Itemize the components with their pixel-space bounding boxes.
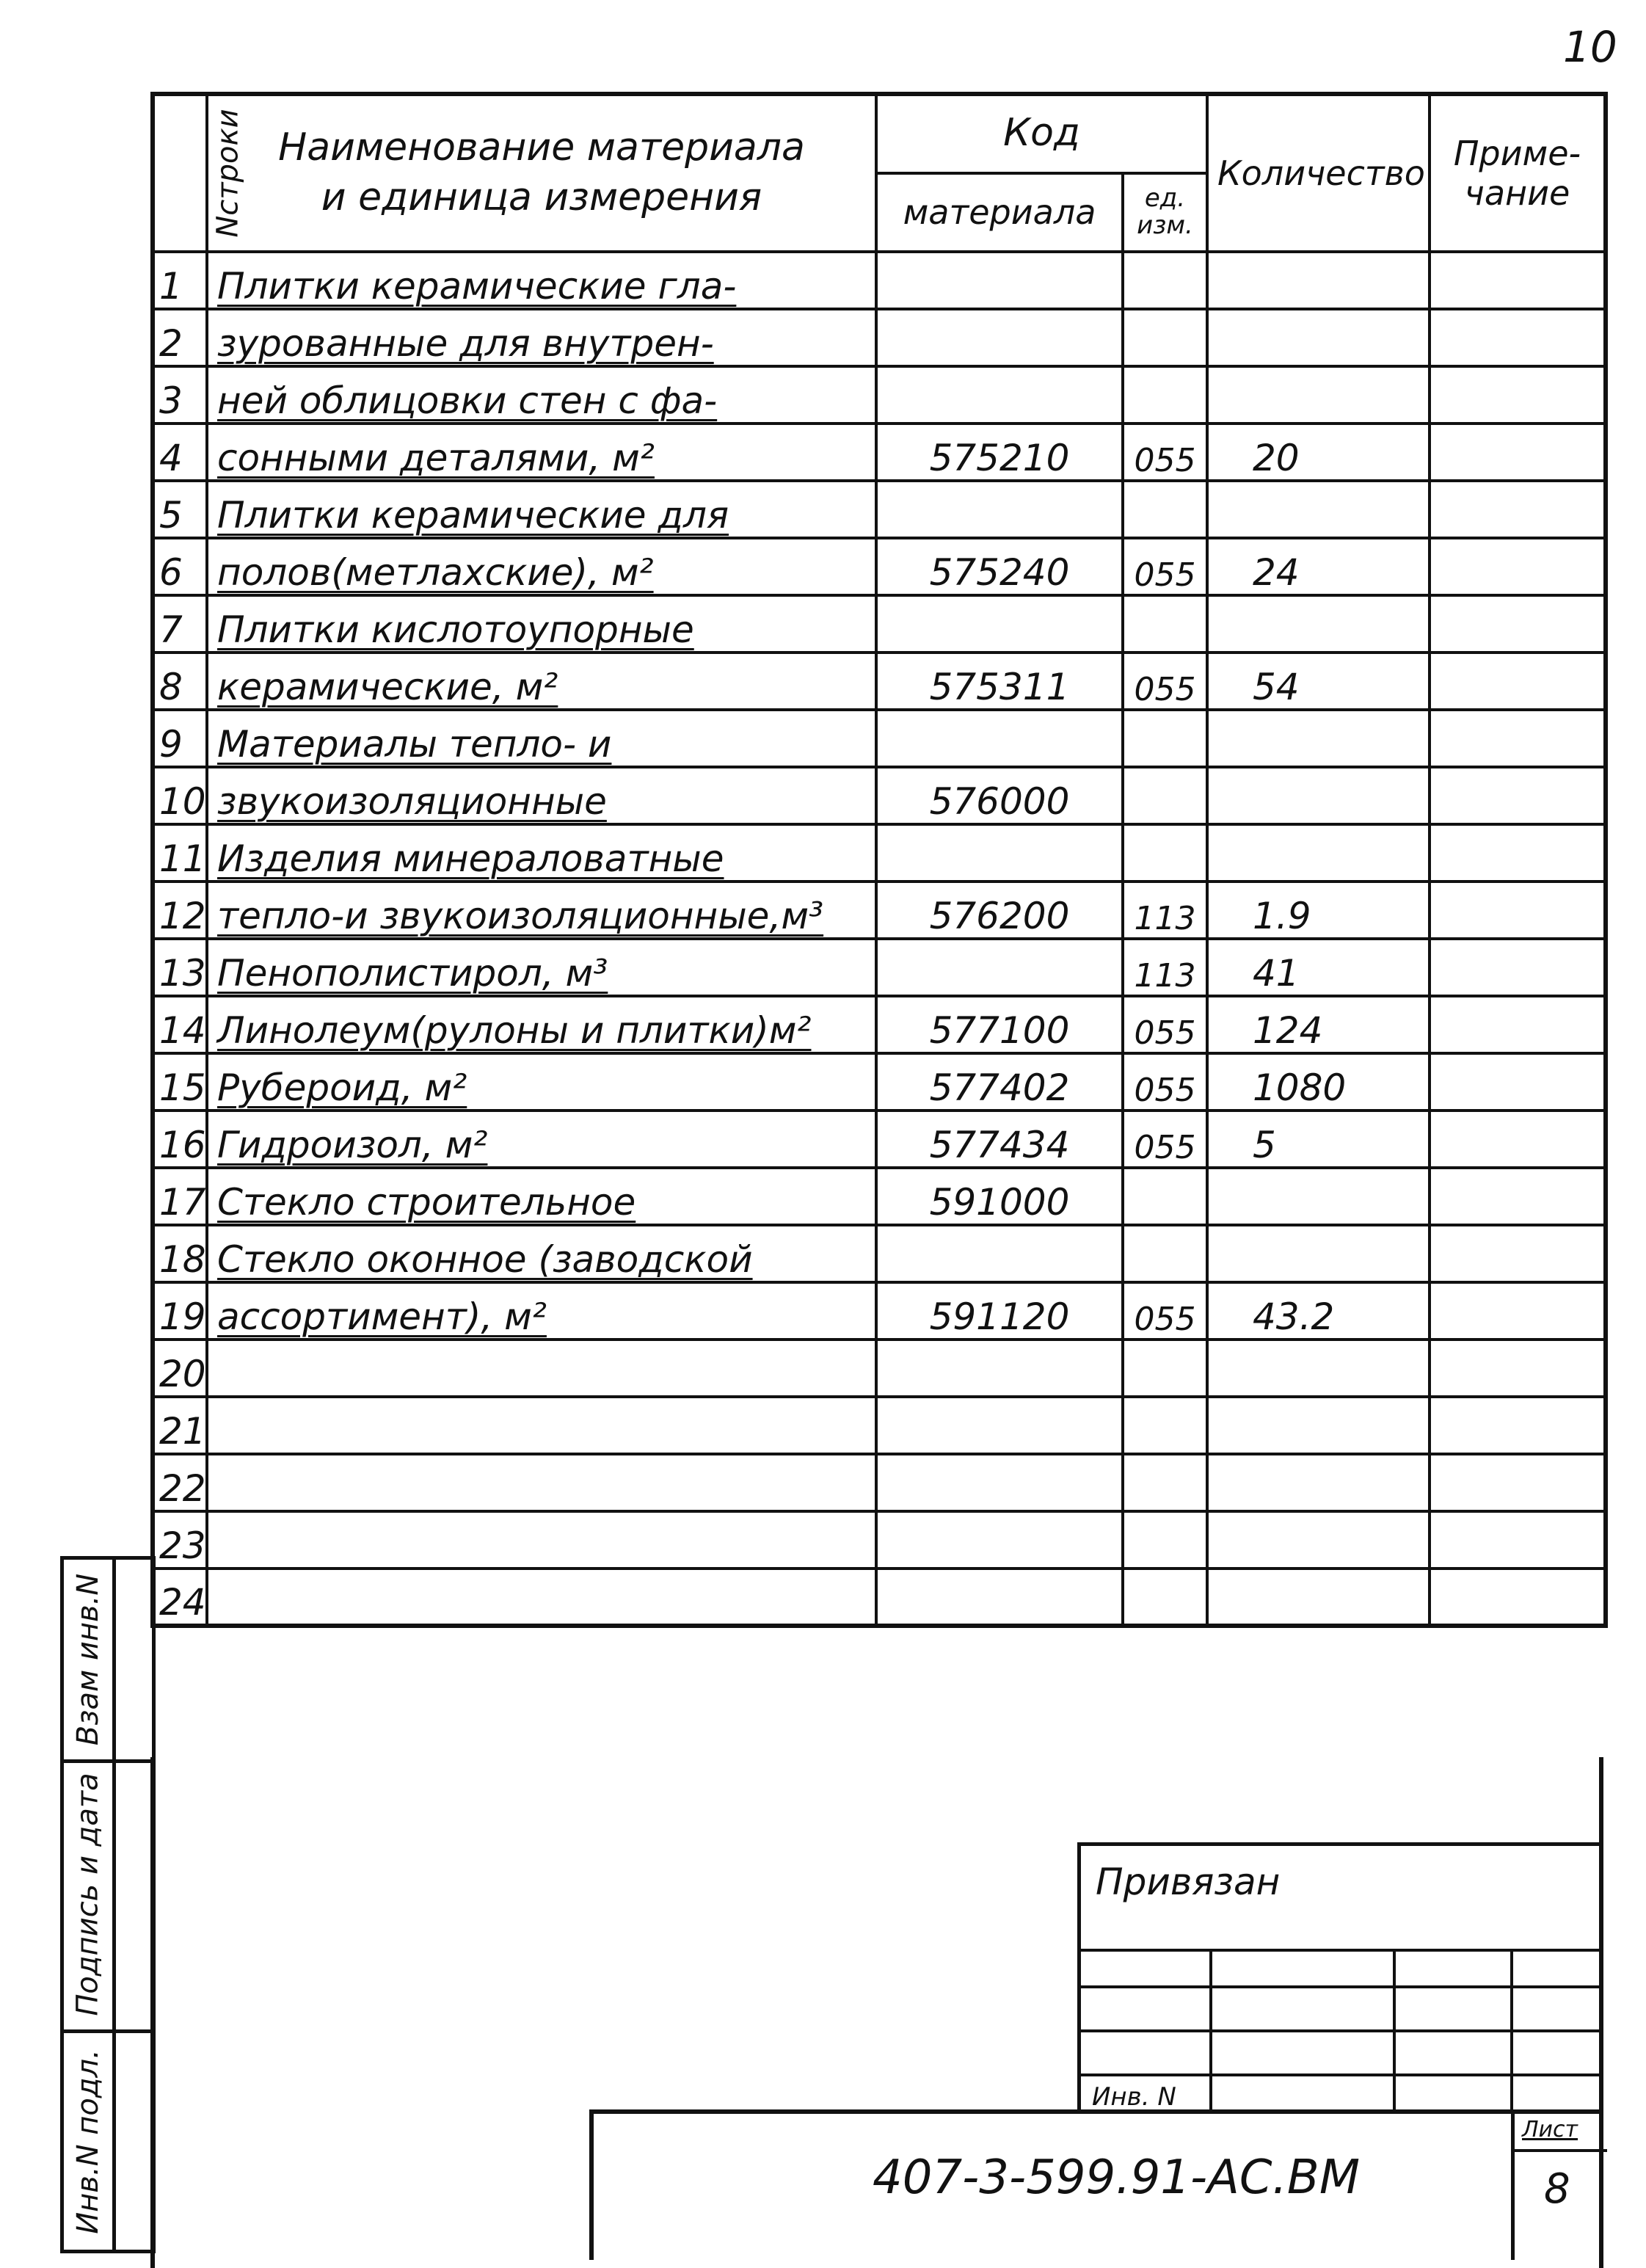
header-quantity: Количество	[1207, 94, 1430, 252]
cell-n: 12	[153, 882, 207, 939]
cell-unit: 113	[1123, 939, 1207, 996]
cell-qty	[1207, 366, 1430, 424]
table-row	[153, 1397, 1606, 1454]
cell-n: 4	[153, 424, 207, 481]
cell-name: Пенополистирол, м³	[207, 939, 876, 996]
cell-unit: 055	[1123, 1111, 1207, 1168]
cell-n: 13	[153, 939, 207, 996]
cell-code	[876, 252, 1123, 309]
sheet-label: Лист	[1522, 2117, 1578, 2142]
cell-name: Изделия минераловатные	[207, 824, 876, 882]
cell-name: Плитки керамические гла-	[207, 252, 876, 309]
cell-unit: 055	[1123, 996, 1207, 1053]
table-row	[153, 481, 1606, 538]
table-row	[153, 996, 1606, 1053]
header-note	[1430, 94, 1606, 252]
cell-name: Стекло оконное (заводской	[207, 1225, 876, 1282]
cell-code: 575311	[876, 653, 1123, 710]
cell-note	[1430, 1282, 1606, 1340]
table-row	[153, 538, 1606, 595]
cell-code: 576000	[876, 767, 1123, 824]
cell-qty	[1207, 252, 1430, 309]
cell-note	[1430, 1111, 1606, 1168]
side-stamp-inv-replace: Взам инв.N	[71, 1573, 106, 1746]
table-row	[153, 1569, 1606, 1626]
cell-n: 3	[153, 366, 207, 424]
cell-unit: 113	[1123, 882, 1207, 939]
cell-name: Плитки кислотоупорные	[207, 595, 876, 653]
cell-unit	[1123, 1511, 1207, 1569]
cell-note	[1430, 882, 1606, 939]
cell-name: Материалы тепло- и	[207, 710, 876, 767]
cell-qty: 24	[1207, 538, 1430, 595]
table-row	[153, 595, 1606, 653]
cell-n: 14	[153, 996, 207, 1053]
binding-title: Привязан	[1096, 1861, 1281, 1903]
side-stamp-sign-date: Подпись и дата	[71, 1773, 106, 2016]
cell-note	[1430, 424, 1606, 481]
cell-code	[876, 309, 1123, 366]
sheet-number: 8	[1544, 2165, 1570, 2213]
cell-unit	[1123, 824, 1207, 882]
cell-unit: 055	[1123, 538, 1207, 595]
header-row-number: Nстроки	[153, 94, 207, 252]
sheet-cell	[1511, 2114, 1607, 2260]
cell-unit	[1123, 1569, 1207, 1626]
cell-note	[1430, 309, 1606, 366]
table-row	[153, 1168, 1606, 1225]
header-name	[207, 94, 876, 252]
cell-n: 20	[153, 1340, 207, 1397]
cell-n: 19	[153, 1282, 207, 1340]
cell-name	[207, 1569, 876, 1626]
header-code-group: Код	[876, 94, 1207, 173]
table-row	[153, 767, 1606, 824]
header-code-unit-line2: изм.	[1137, 211, 1193, 241]
cell-code: 591120	[876, 1282, 1123, 1340]
cell-name: ассортимент), м²	[207, 1282, 876, 1340]
cell-n: 21	[153, 1397, 207, 1454]
cell-code: 575240	[876, 538, 1123, 595]
cell-qty	[1207, 1168, 1430, 1225]
header-code-unit	[1123, 173, 1207, 252]
cell-qty: 1080	[1207, 1053, 1430, 1111]
table-row	[153, 309, 1606, 366]
cell-n: 24	[153, 1569, 207, 1626]
table-row	[153, 882, 1606, 939]
title-block	[589, 2109, 1603, 2260]
cell-code: 575210	[876, 424, 1123, 481]
cell-note	[1430, 1340, 1606, 1397]
header-name-line1: Наименование материала	[278, 126, 805, 170]
cell-name: Плитки керамические для	[207, 481, 876, 538]
cell-qty: 1.9	[1207, 882, 1430, 939]
cell-n: 1	[153, 252, 207, 309]
cell-code	[876, 710, 1123, 767]
header-code-material: материала	[876, 173, 1123, 252]
cell-note	[1430, 767, 1606, 824]
cell-name	[207, 1397, 876, 1454]
cell-note	[1430, 653, 1606, 710]
cell-unit	[1123, 1340, 1207, 1397]
cell-qty: 54	[1207, 653, 1430, 710]
cell-code	[876, 595, 1123, 653]
cell-n: 10	[153, 767, 207, 824]
cell-note	[1430, 1454, 1606, 1511]
table-row	[153, 653, 1606, 710]
cell-code	[876, 1511, 1123, 1569]
cell-name: Рубероид, м²	[207, 1053, 876, 1111]
cell-code: 591000	[876, 1168, 1123, 1225]
cell-n: 23	[153, 1511, 207, 1569]
cell-n: 15	[153, 1053, 207, 1111]
cell-qty	[1207, 1225, 1430, 1282]
side-stamp-inv-orig: Инв.N подл.	[71, 2049, 105, 2234]
side-stamp	[60, 1556, 156, 2253]
cell-qty	[1207, 309, 1430, 366]
cell-unit: 055	[1123, 653, 1207, 710]
cell-note	[1430, 996, 1606, 1053]
cell-qty: 5	[1207, 1111, 1430, 1168]
cell-name: керамические, м²	[207, 653, 876, 710]
cell-note	[1430, 1397, 1606, 1454]
table-row	[153, 1111, 1606, 1168]
cell-unit	[1123, 1225, 1207, 1282]
cell-qty	[1207, 710, 1430, 767]
cell-unit	[1123, 1397, 1207, 1454]
cell-qty	[1207, 1397, 1430, 1454]
cell-note	[1430, 366, 1606, 424]
table-row	[153, 252, 1606, 309]
cell-qty	[1207, 1454, 1430, 1511]
cell-qty	[1207, 824, 1430, 882]
cell-name: тепло-и звукоизоляционные,м³	[207, 882, 876, 939]
cell-n: 18	[153, 1225, 207, 1282]
cell-unit	[1123, 1168, 1207, 1225]
table-row	[153, 1053, 1606, 1111]
cell-code	[876, 824, 1123, 882]
table-row	[153, 1282, 1606, 1340]
cell-name	[207, 1340, 876, 1397]
cell-note	[1430, 939, 1606, 996]
header-code-unit-line1: ед.	[1144, 183, 1186, 213]
cell-note	[1430, 1569, 1606, 1626]
cell-name: Гидроизол, м²	[207, 1111, 876, 1168]
cell-name: звукоизоляционные	[207, 767, 876, 824]
cell-unit	[1123, 767, 1207, 824]
cell-note	[1430, 595, 1606, 653]
cell-note	[1430, 710, 1606, 767]
cell-qty	[1207, 481, 1430, 538]
cell-name: зурованные для внутрен-	[207, 309, 876, 366]
cell-n: 7	[153, 595, 207, 653]
document-code: 407-3-599.91-АС.ВМ	[873, 2151, 1361, 2205]
cell-code	[876, 1340, 1123, 1397]
cell-name: ней облицовки стен с фа-	[207, 366, 876, 424]
cell-name	[207, 1511, 876, 1569]
cell-code	[876, 481, 1123, 538]
cell-n: 17	[153, 1168, 207, 1225]
table-row	[153, 366, 1606, 424]
cell-unit	[1123, 481, 1207, 538]
cell-note	[1430, 1168, 1606, 1225]
cell-code: 577100	[876, 996, 1123, 1053]
cell-note	[1430, 1511, 1606, 1569]
cell-unit	[1123, 710, 1207, 767]
table-row	[153, 710, 1606, 767]
cell-n: 6	[153, 538, 207, 595]
header-name-line2: и единица измерения	[321, 175, 762, 219]
cell-unit: 055	[1123, 1053, 1207, 1111]
cell-code	[876, 366, 1123, 424]
cell-code	[876, 939, 1123, 996]
cell-note	[1430, 538, 1606, 595]
table-row	[153, 1340, 1606, 1397]
cell-unit	[1123, 309, 1207, 366]
cell-qty	[1207, 1569, 1430, 1626]
cell-unit: 055	[1123, 424, 1207, 481]
cell-note	[1430, 824, 1606, 882]
binding-inv-label: Инв. N	[1092, 2082, 1176, 2112]
cell-unit: 055	[1123, 1282, 1207, 1340]
table-row	[153, 1511, 1606, 1569]
page-number: 10	[1563, 22, 1617, 72]
materials-table	[150, 92, 1608, 1628]
cell-qty	[1207, 1340, 1430, 1397]
cell-n: 8	[153, 653, 207, 710]
cell-note	[1430, 1225, 1606, 1282]
cell-name	[207, 1454, 876, 1511]
cell-n: 9	[153, 710, 207, 767]
cell-n: 16	[153, 1111, 207, 1168]
cell-note	[1430, 481, 1606, 538]
cell-unit	[1123, 252, 1207, 309]
cell-name: Стекло строительное	[207, 1168, 876, 1225]
cell-unit	[1123, 1454, 1207, 1511]
cell-qty: 20	[1207, 424, 1430, 481]
cell-n: 2	[153, 309, 207, 366]
cell-code	[876, 1454, 1123, 1511]
cell-qty	[1207, 1511, 1430, 1569]
cell-qty: 43.2	[1207, 1282, 1430, 1340]
cell-note	[1430, 252, 1606, 309]
table-row	[153, 824, 1606, 882]
cell-qty: 124	[1207, 996, 1430, 1053]
cell-name: Линолеум(рулоны и плитки)м²	[207, 996, 876, 1053]
cell-qty: 41	[1207, 939, 1430, 996]
cell-name: сонными деталями, м²	[207, 424, 876, 481]
cell-code	[876, 1397, 1123, 1454]
table-row	[153, 1454, 1606, 1511]
cell-code	[876, 1569, 1123, 1626]
table-row	[153, 424, 1606, 481]
cell-unit	[1123, 366, 1207, 424]
header-note-line1: Приме-	[1453, 134, 1581, 173]
cell-n: 5	[153, 481, 207, 538]
cell-qty	[1207, 595, 1430, 653]
cell-code: 576200	[876, 882, 1123, 939]
cell-code: 577434	[876, 1111, 1123, 1168]
binding-block	[1077, 1842, 1603, 2112]
header-note-line2: чание	[1464, 173, 1570, 213]
cell-unit	[1123, 595, 1207, 653]
table-row	[153, 1225, 1606, 1282]
cell-note	[1430, 1053, 1606, 1111]
cell-qty	[1207, 767, 1430, 824]
cell-code: 577402	[876, 1053, 1123, 1111]
cell-n: 11	[153, 824, 207, 882]
cell-n: 22	[153, 1454, 207, 1511]
cell-name: полов(метлахские), м²	[207, 538, 876, 595]
table-row	[153, 939, 1606, 996]
cell-code	[876, 1225, 1123, 1282]
